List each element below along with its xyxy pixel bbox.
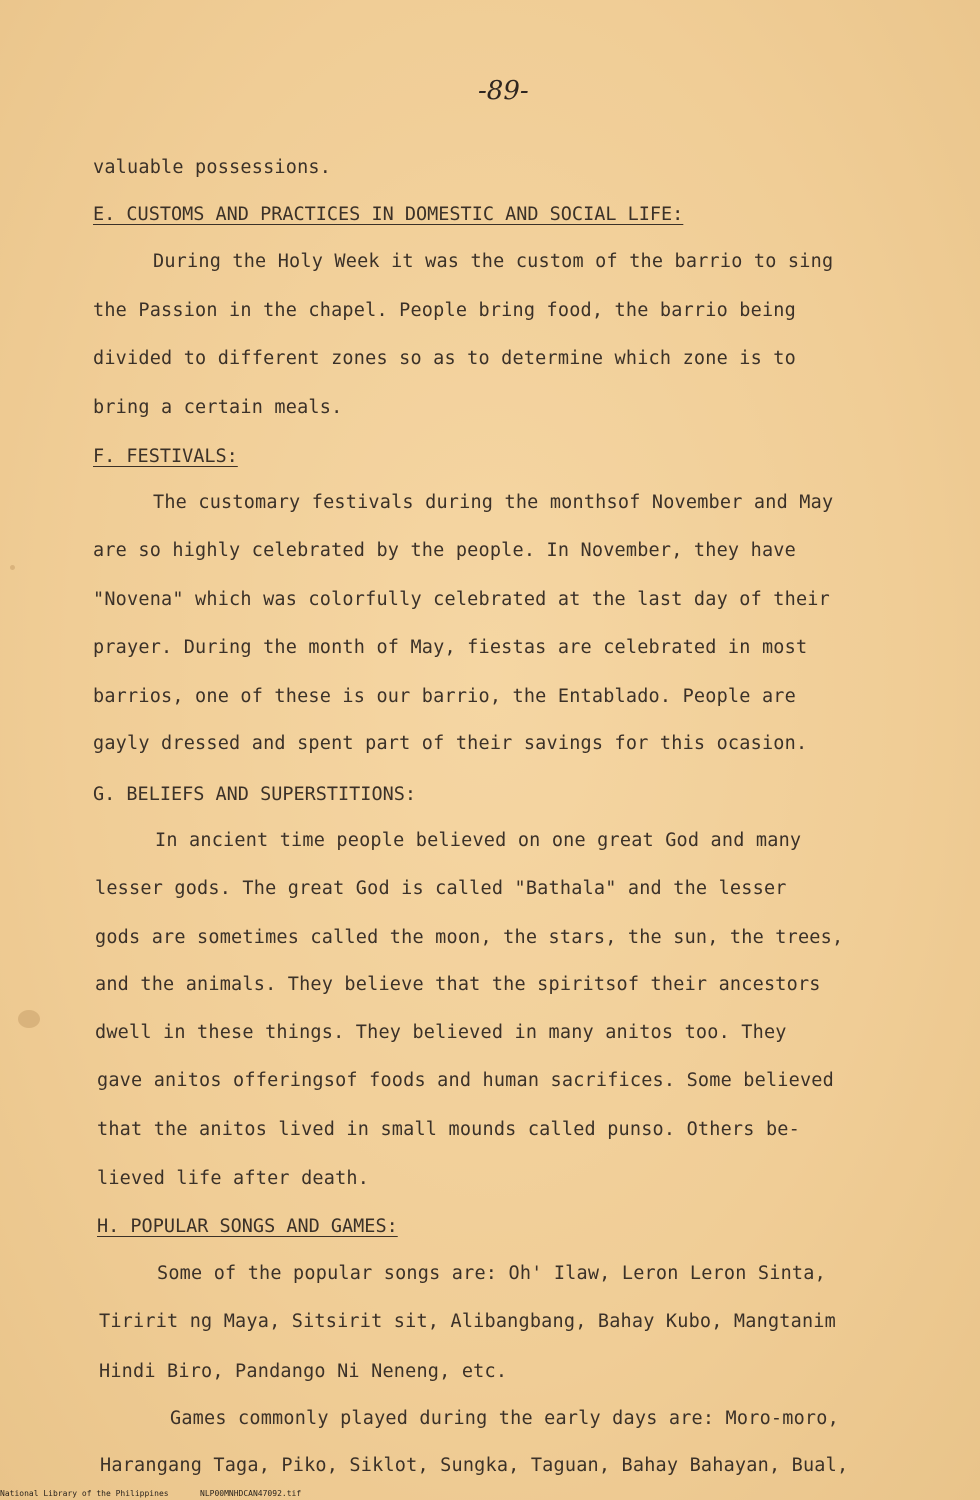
text-line: gods are sometimes called the moon, the stars, the sun, the trees, xyxy=(95,927,844,948)
section-heading-text: E. CUSTOMS AND PRACTICES IN DOMESTIC AND SOCIAL LIFE: xyxy=(93,204,684,225)
text-line: gave anitos offeringsof foods and human sacrifices. Some believed xyxy=(97,1070,834,1091)
text-line: Harangang Taga, Piko, Siklot, Sungka, Taguan, Bahay Bahayan, Bual, xyxy=(100,1455,849,1476)
text-line: the Passion in the chapel. People bring food, the barrio being xyxy=(93,300,796,321)
text-line: Tiririt ng Maya, Sitsirit sit, Alibangbang, Bahay Kubo, Mangtanim xyxy=(99,1311,836,1332)
text-line: In ancient time people believed on one great God and many xyxy=(155,830,802,851)
text-line: bring a certain meals. xyxy=(93,397,343,418)
text-line: barrios, one of these is our barrio, the Entablado. People are xyxy=(93,686,796,707)
paper-stain xyxy=(18,1010,40,1028)
text-line: Games commonly played during the early days are: Moro-moro, xyxy=(170,1408,839,1429)
text-line: are so highly celebrated by the people. In November, they have xyxy=(93,540,796,561)
text-line: and the animals. They believe that the spiritsof their ancestors xyxy=(95,974,821,995)
footer-filename: NLP00MNHDCAN47092.tif xyxy=(200,1489,302,1498)
section-heading-text: H. POPULAR SONGS AND GAMES: xyxy=(97,1216,398,1237)
text-line: prayer. During the month of May, fiestas are celebrated in most xyxy=(93,637,808,658)
text-line: gayly dressed and spent part of their savings for this ocasion. xyxy=(93,733,808,754)
page-number: -89- xyxy=(478,76,529,106)
text-line: lesser gods. The great God is called "Bathala" and the lesser xyxy=(95,878,787,899)
scan-footer xyxy=(0,1489,980,1500)
text-line: Some of the popular songs are: Oh' Ilaw, Leron Leron Sinta, xyxy=(157,1263,826,1284)
text-line: "Novena" which was colorfully celebrated at the last day of their xyxy=(93,589,830,610)
section-heading-e xyxy=(93,204,683,225)
text-line: The customary festivals during the monthsof November and May xyxy=(153,492,834,513)
section-heading-text: G. BELIEFS AND SUPERSTITIONS: xyxy=(93,784,417,805)
text-line: During the Holy Week it was the custom of the barrio to sing xyxy=(153,251,834,272)
paper-stain xyxy=(10,565,15,570)
text-line: that the anitos lived in small mounds called punso. Others be- xyxy=(97,1119,800,1140)
text-line: dwell in these things. They believed in many anitos too. They xyxy=(95,1022,787,1043)
section-heading-text: F. FESTIVALS: xyxy=(93,446,238,467)
footer-library: National Library of the Philippines xyxy=(0,1489,169,1498)
section-heading-f xyxy=(93,446,238,467)
text-line: Hindi Biro, Pandango Ni Neneng, etc. xyxy=(99,1361,508,1382)
text-line: divided to different zones so as to determine which zone is to xyxy=(93,348,796,369)
text-line: lieved life after death. xyxy=(97,1168,370,1189)
section-heading-h xyxy=(97,1216,398,1237)
section-heading-g xyxy=(93,784,416,805)
text-line: valuable possessions. xyxy=(93,157,332,178)
